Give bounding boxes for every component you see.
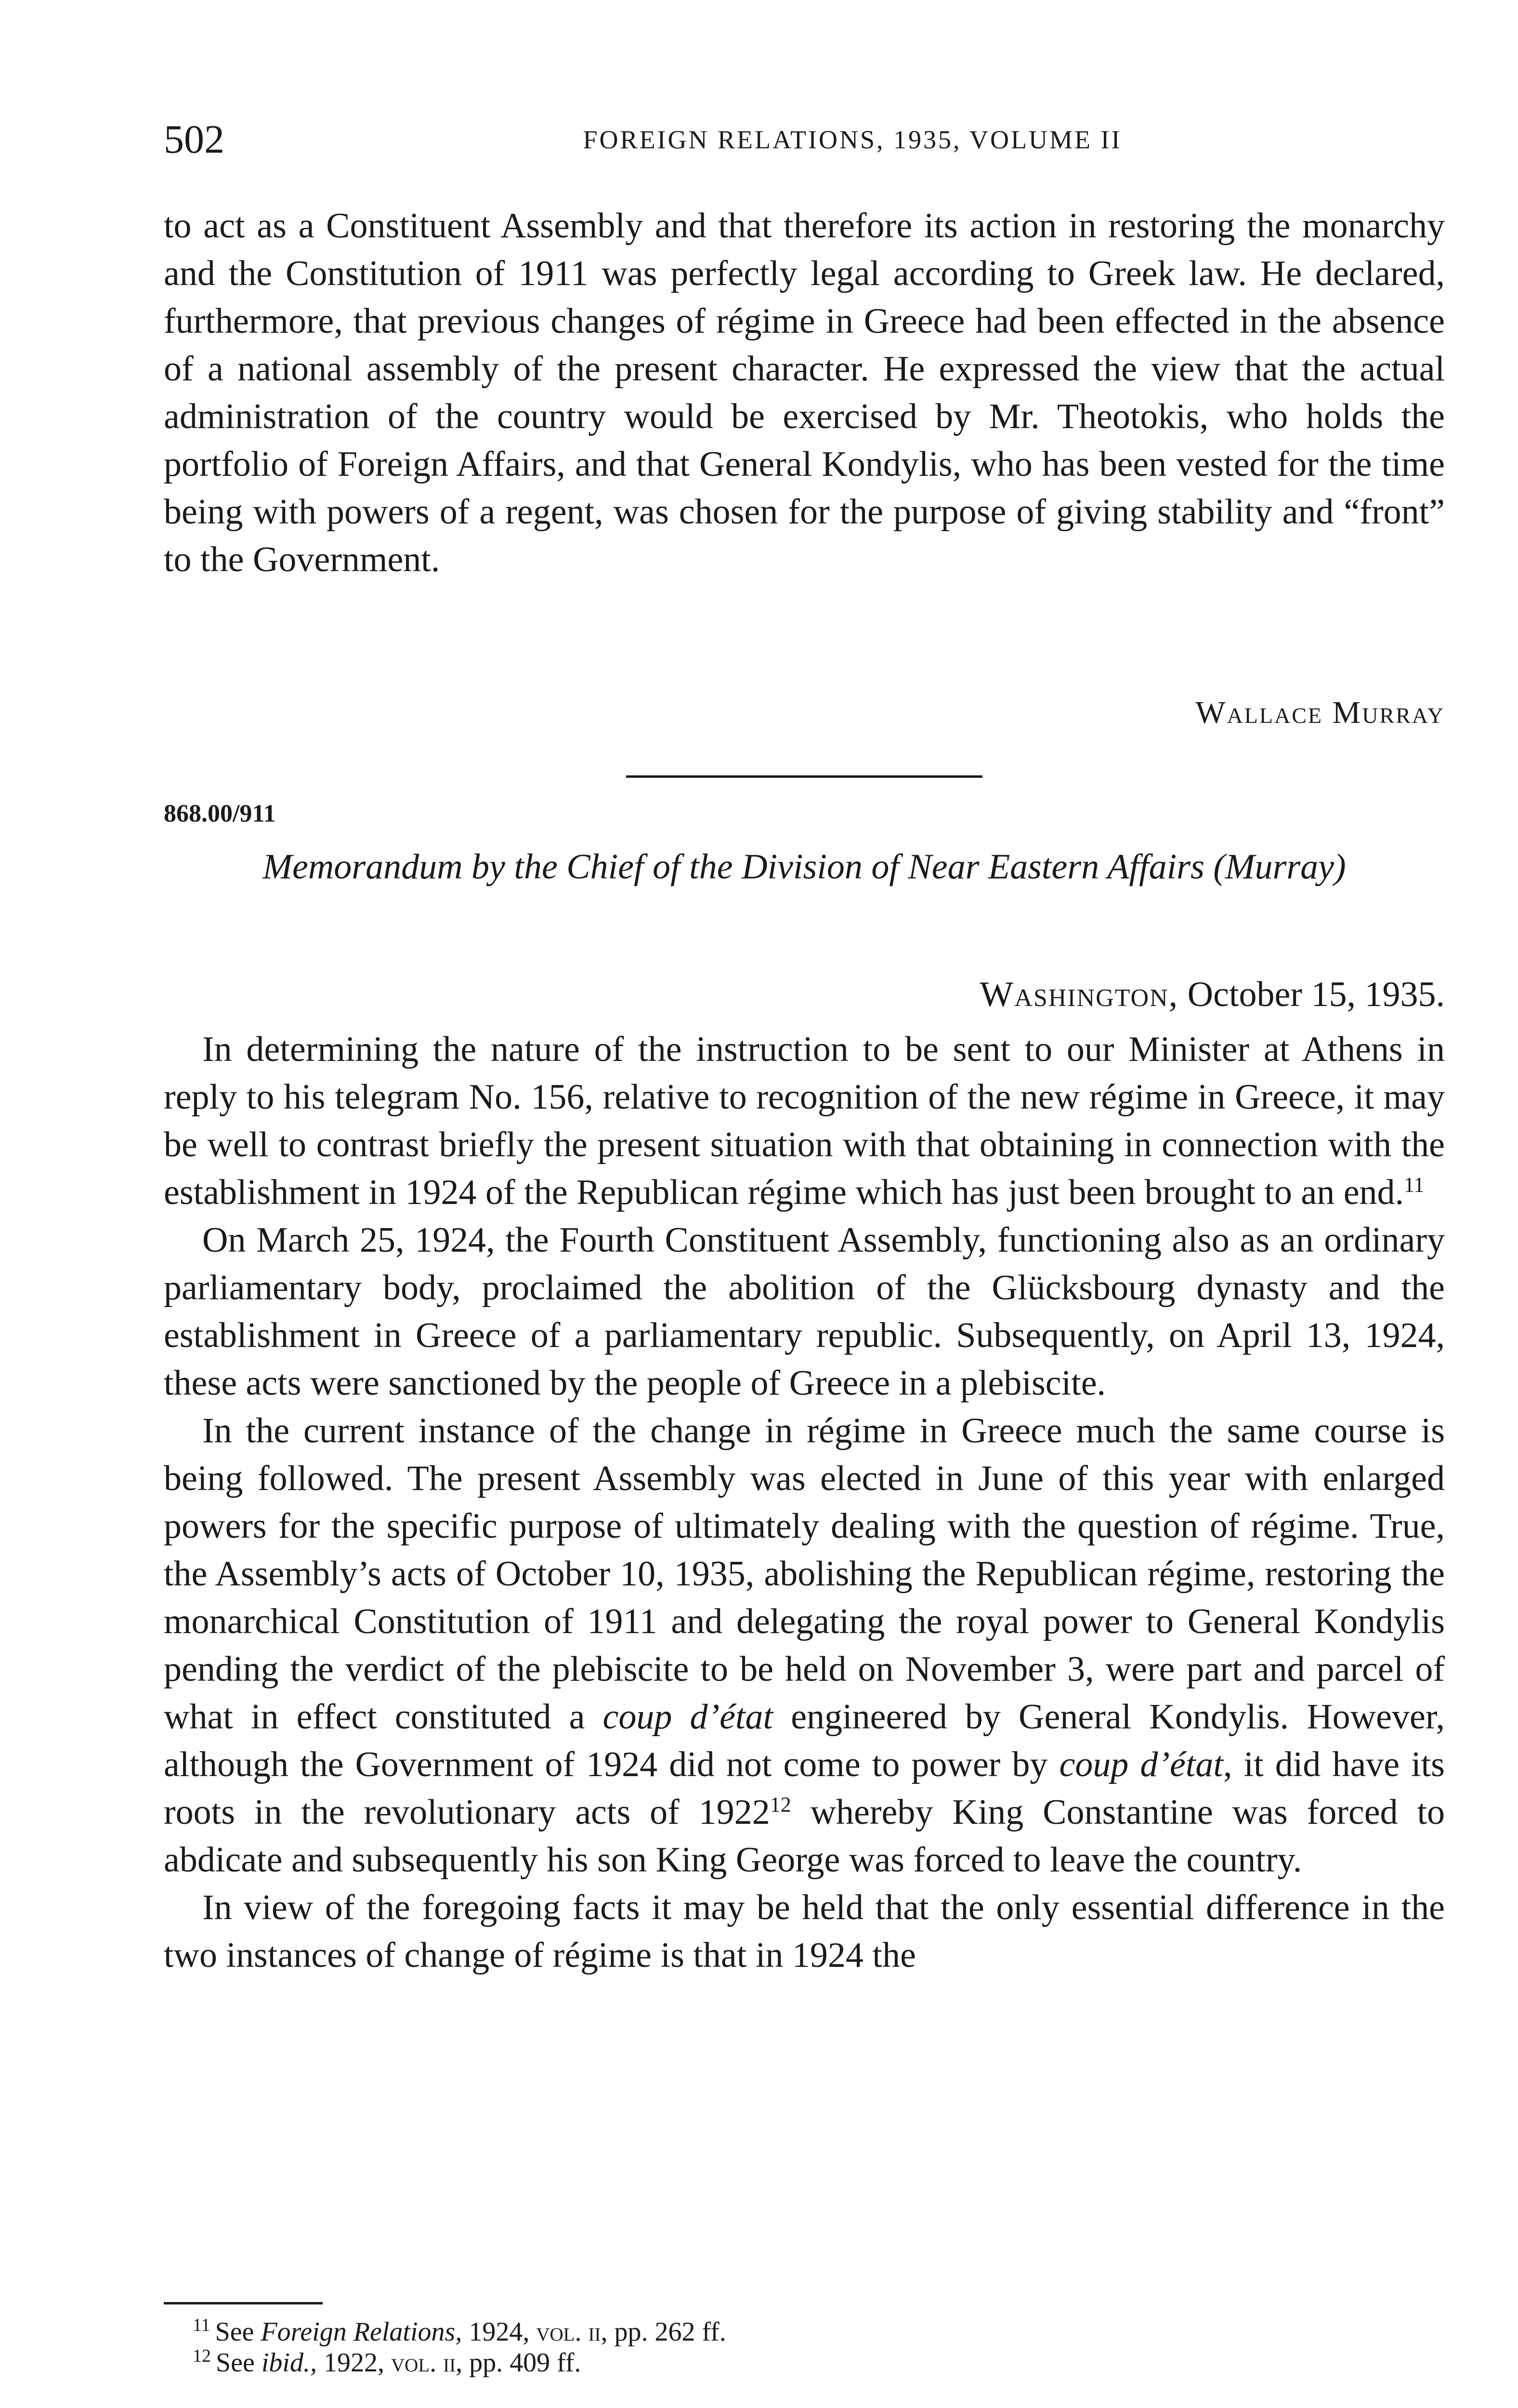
paragraph-1-text: In determining the nature of the instruction to be sent to our Minister at Athens in reply to his telegram No. 156, relative to recognition of the new régime in Greece, it may be well to contrast briefly the present situation with that obtaining in connection with the establishment in 1924 of the Republican régime which has just been brought to an end. xyxy=(164,1030,1445,1212)
page-number: 502 xyxy=(164,117,224,162)
paragraph-3-part-d: whereby King Constantine was forced to abdicate and subsequently his son King George was forced to leave the country. xyxy=(164,1793,1445,1880)
footnotes xyxy=(193,2316,1397,2378)
file-number: 868.00/911 xyxy=(164,800,276,827)
memorandum-body xyxy=(164,1026,1445,1979)
paragraph-1 xyxy=(164,1026,1445,1217)
footnote-text: pp. 262 ff. xyxy=(607,2317,726,2347)
footnote xyxy=(193,2347,1397,2378)
footnote-number: 11 xyxy=(193,2315,210,2336)
paragraph-3-part-c: , it did have its roots in the revolutionary acts of 1922 xyxy=(164,1745,1445,1832)
document-title: Memorandum by the Chief of the Division of Near Eastern Affairs (Murray) xyxy=(262,847,1346,887)
footnote-divider xyxy=(164,2302,323,2304)
footnote-source-title: ibid., xyxy=(261,2348,317,2378)
footnote-text: 1924, xyxy=(462,2317,537,2347)
continued-text-block xyxy=(164,202,1445,584)
footnote-text: See xyxy=(215,2317,261,2347)
paragraph-2: On March 25, 1924, the Fourth Constituent Assembly, functioning also as an ordinary parliamentary body, proclaimed the abolition of the Glücksbourg dynasty and the establishment in Greece of a parliamentary republic. Subsequently, on April 13, 1924, these acts were sanctioned by the people of Greece in a plebiscite. xyxy=(164,1220,1445,1403)
section-divider xyxy=(626,775,982,778)
dateline-date: October 15, 1935. xyxy=(1178,975,1445,1014)
footnote-text: See xyxy=(216,2348,262,2378)
footnote xyxy=(193,2316,1397,2347)
footnote-text: pp. 409 ff. xyxy=(462,2348,581,2378)
footnote-volume: vol. ii, xyxy=(391,2348,463,2378)
signature: Wallace Murray xyxy=(1195,695,1445,730)
dateline xyxy=(980,968,1445,1021)
dateline-place: Washington, xyxy=(980,975,1179,1014)
footnote-number: 12 xyxy=(193,2346,211,2367)
footnote-source-title: Foreign Relations, xyxy=(261,2317,462,2347)
footnote-ref-12[interactable]: 12 xyxy=(770,1793,791,1817)
footnote-ref-11[interactable]: 11 xyxy=(1404,1173,1425,1197)
footnote-text: 1922, xyxy=(316,2348,391,2378)
paragraph-3-part-a: In the current instance of the change in régime in Greece much the same course is being followed. The present Assembly was elected in June of this year with enlarged powers for the specific purpose of ultimately dealing with the question of régime. True, the Assembly’s acts of October 10, 1935, abolishing the Republican régime, restoring the monarchical Constitution of 1911 and delegating the royal power to General Kondylis pending the verdict of the plebiscite to be held on November 3, were part and parcel of what in effect constituted a xyxy=(164,1411,1445,1737)
running-head xyxy=(164,111,1445,169)
paragraph-3-part-b: engineered by General Kondylis. However, although the Government of 1924 did not come to power by xyxy=(164,1697,1445,1784)
paragraph-4: In view of the foregoing facts it may be held that the only essential difference in the two instances of change of régime is that in 1924 the xyxy=(164,1888,1445,1975)
coup-detat-term: coup d’état xyxy=(602,1697,773,1737)
paragraph-3 xyxy=(164,1407,1445,1884)
running-title: FOREIGN RELATIONS, 1935, VOLUME II xyxy=(583,125,1122,154)
footnote-volume: vol. ii, xyxy=(536,2317,608,2347)
continued-paragraph: to act as a Constituent Assembly and that therefore its action in restoring the monarchy and the Constitution of 1911 was perfectly legal according to Greek law. He declared, furthermore, that previous changes of régime in Greece had been effected in the absence of a national assembly of the present character. He expressed the view that the actual administration of the country would be exercised by Mr. Theotokis, who holds the portfolio of Foreign Affairs, and that General Kondylis, who has been vested for the time being with powers of a regent, was chosen for the purpose of giving stability and “front” to the Government. xyxy=(164,206,1445,579)
coup-detat-term: coup d’état xyxy=(1059,1745,1223,1784)
